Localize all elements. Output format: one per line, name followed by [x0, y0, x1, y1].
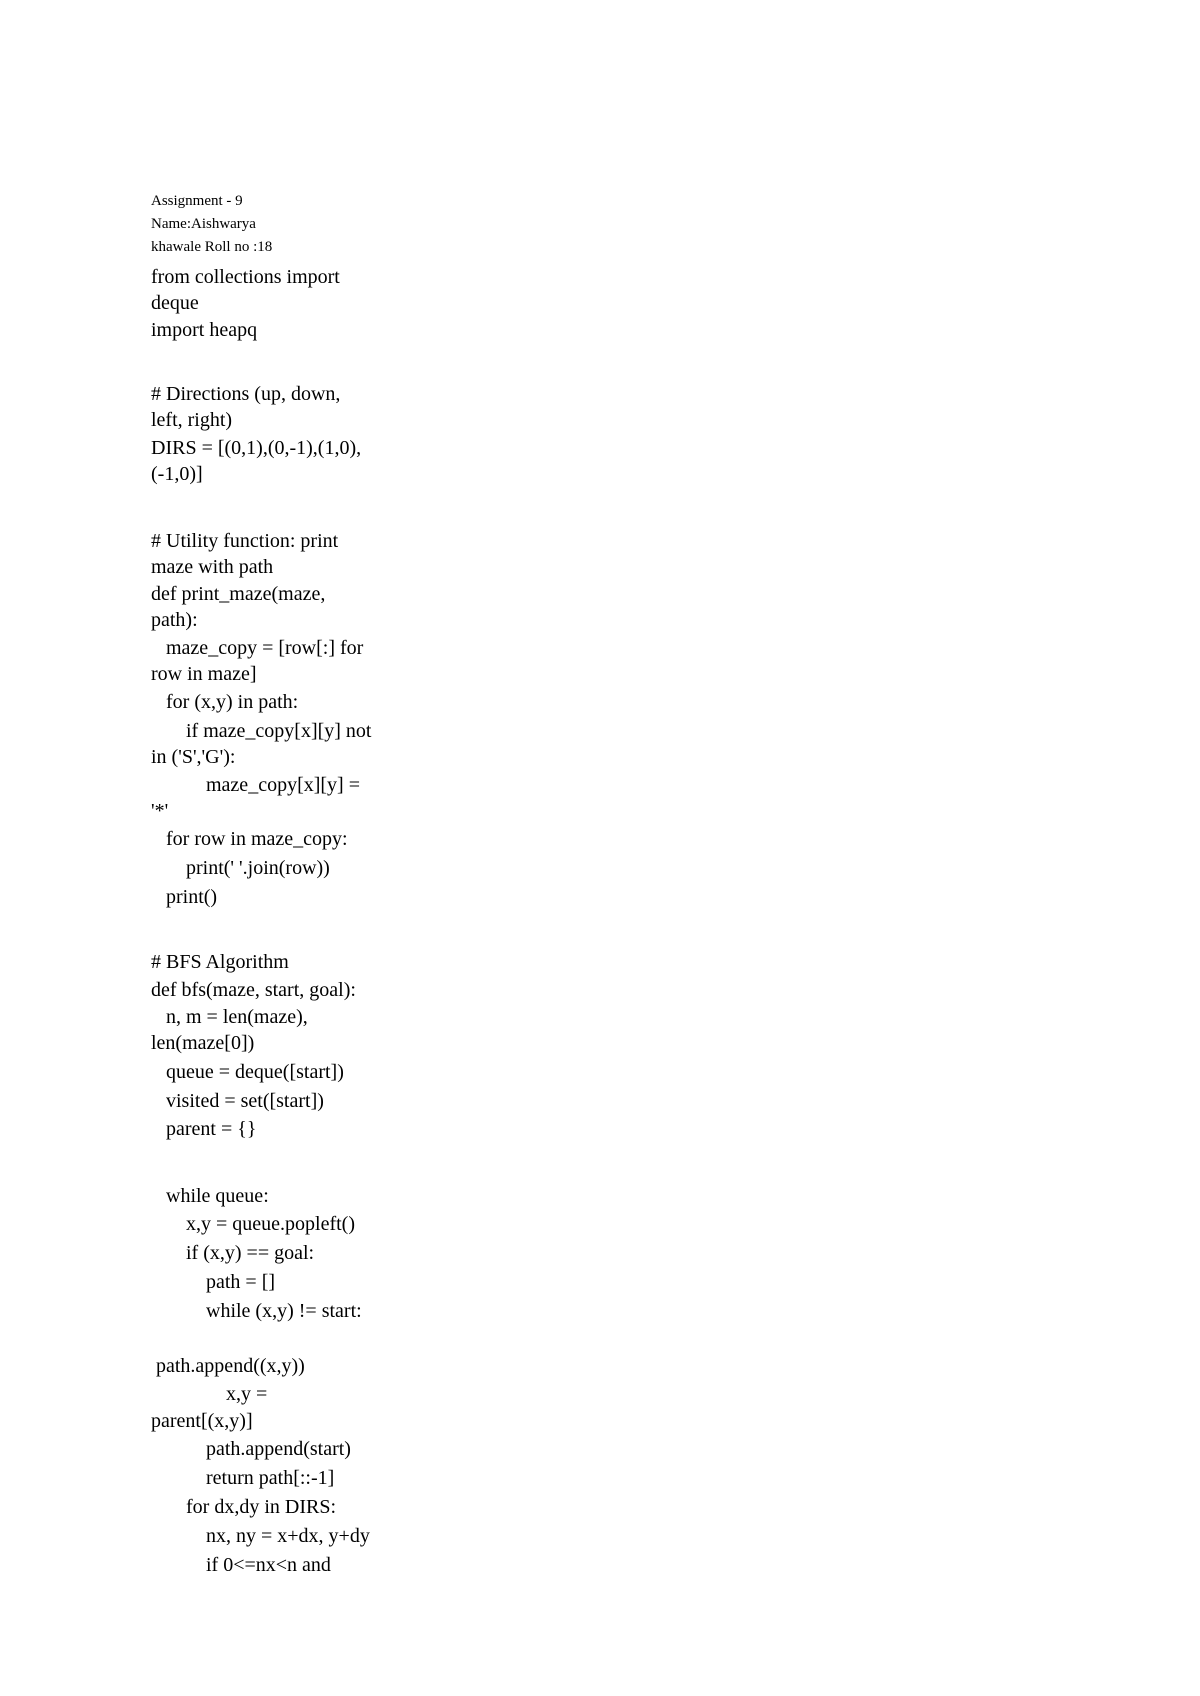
code-line: while (x,y) != start:	[151, 1300, 362, 1322]
code-comment: maze with path	[151, 556, 274, 578]
code-line: from collections import	[151, 266, 340, 288]
code-line: x,y =	[151, 1383, 268, 1405]
code-line: if maze_copy[x][y] not	[151, 720, 372, 742]
code-line: if (x,y) == goal:	[151, 1242, 315, 1264]
assignment-title: Assignment - 9	[151, 193, 243, 209]
code-line: visited = set([start])	[151, 1090, 324, 1112]
code-line: return path[::-1]	[151, 1467, 335, 1489]
code-line: '*'	[151, 800, 169, 822]
student-name: Name:Aishwarya	[151, 216, 256, 232]
code-line: x,y = queue.popleft()	[151, 1213, 356, 1235]
code-line: n, m = len(maze),	[151, 1006, 308, 1028]
code-line: if 0<=nx<n and	[151, 1554, 331, 1576]
code-line: (-1,0)]	[151, 463, 203, 485]
code-line: print(' '.join(row))	[151, 857, 330, 879]
code-line: def print_maze(maze,	[151, 583, 326, 605]
code-line: row in maze]	[151, 663, 257, 685]
code-line: import heapq	[151, 319, 258, 341]
code-line: for dx,dy in DIRS:	[151, 1496, 336, 1518]
code-line: maze_copy = [row[:] for	[151, 637, 364, 659]
code-line: for (x,y) in path:	[151, 691, 299, 713]
code-line: parent = {}	[151, 1118, 257, 1140]
code-comment: # Directions (up, down,	[151, 383, 341, 405]
code-comment: left, right)	[151, 409, 233, 431]
code-line: deque	[151, 292, 199, 314]
code-line: maze_copy[x][y] =	[151, 774, 360, 796]
code-line: path):	[151, 609, 198, 631]
code-line: in ('S','G'):	[151, 746, 236, 768]
code-line: len(maze[0])	[151, 1032, 255, 1054]
code-line: nx, ny = x+dx, y+dy	[151, 1525, 370, 1547]
code-line: print()	[151, 886, 218, 908]
code-line: while queue:	[151, 1185, 269, 1207]
code-line: queue = deque([start])	[151, 1061, 344, 1083]
code-line: def bfs(maze, start, goal):	[151, 979, 356, 1001]
roll-number: khawale Roll no :18	[151, 239, 273, 255]
code-line: path.append(start)	[151, 1438, 351, 1460]
code-comment: # Utility function: print	[151, 530, 339, 552]
code-line: path = []	[151, 1271, 276, 1293]
code-line: path.append((x,y))	[151, 1355, 305, 1377]
code-line: for row in maze_copy:	[151, 828, 348, 850]
code-line: parent[(x,y)]	[151, 1410, 253, 1432]
code-comment: # BFS Algorithm	[151, 951, 289, 973]
code-line: DIRS = [(0,1),(0,-1),(1,0),	[151, 437, 362, 459]
